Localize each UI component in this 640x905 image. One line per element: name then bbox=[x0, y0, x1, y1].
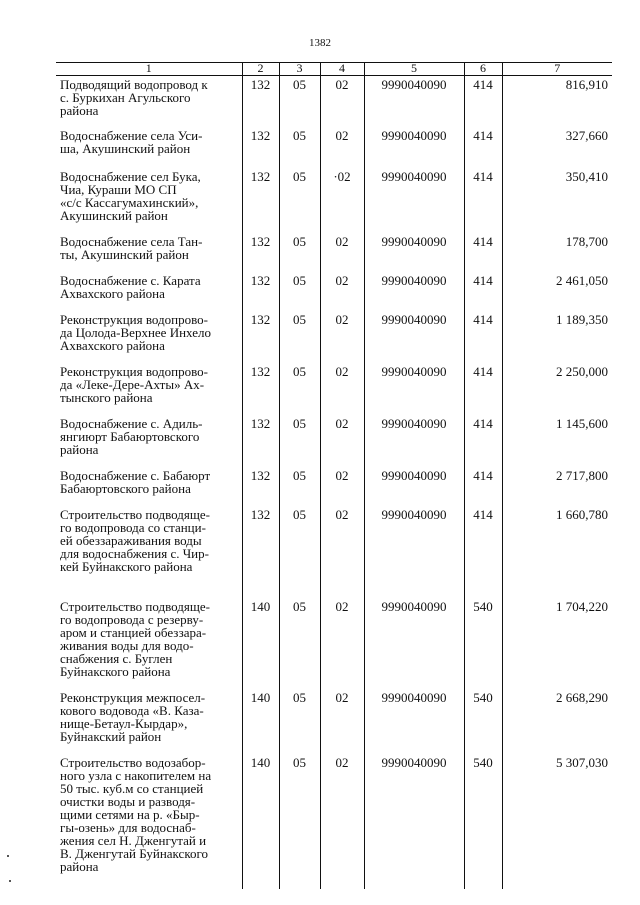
object-name-cell bbox=[56, 127, 242, 168]
object-name-line: живания воды для водо- bbox=[60, 638, 194, 653]
col2-cell: 132 bbox=[242, 233, 279, 272]
object-name-line: 50 тыс. куб.м со станцией bbox=[60, 781, 204, 796]
spacer-cell bbox=[464, 875, 502, 889]
amount-cell: 1 145,600 bbox=[502, 415, 612, 467]
object-name-line: да «Леке-Дере-Ахты» Ах- bbox=[60, 377, 205, 392]
object-name-cell bbox=[56, 754, 242, 875]
col4-cell: 02 bbox=[320, 506, 364, 598]
object-name-line: янгиюрт Бабаюртовского bbox=[60, 429, 200, 444]
col6-cell: 414 bbox=[464, 311, 502, 363]
object-name-line: района bbox=[60, 859, 99, 874]
spacer-cell bbox=[320, 875, 364, 889]
object-name-line: Водоснабжение с. Бабаюрт bbox=[60, 468, 211, 483]
column-header-5: 5 bbox=[364, 63, 464, 76]
col6-cell: 414 bbox=[464, 363, 502, 415]
object-name-line: го водопровода с резерву- bbox=[60, 612, 204, 627]
object-name-line: ей обеззараживания воды bbox=[60, 533, 202, 548]
scan-speck bbox=[9, 880, 11, 882]
header-row bbox=[56, 63, 612, 76]
object-name-line: Акушинский район bbox=[60, 208, 168, 223]
object-name-line: Ахвахского района bbox=[60, 286, 165, 301]
amount-cell: 5 307,030 bbox=[502, 754, 612, 875]
object-name-line: да Цолода-Верхнее Инхело bbox=[60, 325, 211, 340]
amount-cell: 1 660,780 bbox=[502, 506, 612, 598]
col4-cell: 02 bbox=[320, 76, 364, 128]
object-name-line: Водоснабжение с. Карата bbox=[60, 273, 201, 288]
object-name-cell bbox=[56, 363, 242, 415]
col2-cell: 132 bbox=[242, 363, 279, 415]
table-row bbox=[56, 233, 612, 272]
column-header-4: 4 bbox=[320, 63, 364, 76]
col6-cell: 414 bbox=[464, 506, 502, 598]
table-row bbox=[56, 127, 612, 168]
col2-cell: 140 bbox=[242, 754, 279, 875]
object-name-line: для водоснабжения с. Чир- bbox=[60, 546, 209, 561]
object-name-line: Водоснабжение с. Адиль- bbox=[60, 416, 203, 431]
object-name-cell bbox=[56, 415, 242, 467]
col3-cell: 05 bbox=[279, 467, 320, 506]
col5-cell: 9990040090 bbox=[364, 506, 464, 598]
col3-cell: 05 bbox=[279, 506, 320, 598]
table-row bbox=[56, 598, 612, 689]
col4-cell: ·02 bbox=[320, 168, 364, 233]
object-name-line: ного узла с накопителем на bbox=[60, 768, 212, 783]
col6-cell: 540 bbox=[464, 689, 502, 754]
col3-cell: 05 bbox=[279, 598, 320, 689]
object-name-line: Буйнакского района bbox=[60, 664, 171, 679]
col2-cell: 132 bbox=[242, 76, 279, 128]
object-name-line: кей Буйнакского района bbox=[60, 559, 193, 574]
object-name-line: Строительство подводяще- bbox=[60, 599, 210, 614]
col2-cell: 132 bbox=[242, 506, 279, 598]
col5-cell: 9990040090 bbox=[364, 363, 464, 415]
object-name-line: Чиа, Кураши МО СП bbox=[60, 182, 177, 197]
col5-cell: 9990040090 bbox=[364, 168, 464, 233]
col5-cell: 9990040090 bbox=[364, 233, 464, 272]
table-row bbox=[56, 311, 612, 363]
amount-cell: 1 189,350 bbox=[502, 311, 612, 363]
object-name-line: Водоснабжение села Тан- bbox=[60, 234, 203, 249]
col5-cell: 9990040090 bbox=[364, 598, 464, 689]
col6-cell: 414 bbox=[464, 415, 502, 467]
column-header-2: 2 bbox=[242, 63, 279, 76]
col6-cell: 414 bbox=[464, 233, 502, 272]
object-name-cell bbox=[56, 168, 242, 233]
amount-cell: 327,660 bbox=[502, 127, 612, 168]
amount-cell: 2 250,000 bbox=[502, 363, 612, 415]
table-row bbox=[56, 168, 612, 233]
col4-cell: 02 bbox=[320, 754, 364, 875]
object-name-line: тынского района bbox=[60, 390, 153, 405]
table-end-spacer bbox=[56, 875, 612, 889]
table-row bbox=[56, 363, 612, 415]
col3-cell: 05 bbox=[279, 76, 320, 128]
col3-cell: 05 bbox=[279, 233, 320, 272]
object-name-line: района bbox=[60, 103, 99, 118]
table-row bbox=[56, 689, 612, 754]
object-name-line: го водопровода со станци- bbox=[60, 520, 206, 535]
column-header-1: 1 bbox=[56, 63, 242, 76]
col3-cell: 05 bbox=[279, 689, 320, 754]
col3-cell: 05 bbox=[279, 415, 320, 467]
object-name-cell bbox=[56, 506, 242, 598]
col3-cell: 05 bbox=[279, 272, 320, 311]
col6-cell: 414 bbox=[464, 467, 502, 506]
object-name-line: Бабаюртовского района bbox=[60, 481, 191, 496]
object-name-line: Водоснабжение села Уси- bbox=[60, 128, 203, 143]
object-name-cell bbox=[56, 272, 242, 311]
object-name-line: Реконструкция межпосел- bbox=[60, 690, 206, 705]
object-name-line: жения сел Н. Дженгутай и bbox=[60, 833, 207, 848]
object-name-cell bbox=[56, 598, 242, 689]
budget-table bbox=[56, 62, 612, 889]
col3-cell: 05 bbox=[279, 311, 320, 363]
col2-cell: 132 bbox=[242, 272, 279, 311]
col4-cell: 02 bbox=[320, 689, 364, 754]
column-header-3: 3 bbox=[279, 63, 320, 76]
col2-cell: 132 bbox=[242, 127, 279, 168]
object-name-line: аром и станцией обеззара- bbox=[60, 625, 207, 640]
amount-cell: 350,410 bbox=[502, 168, 612, 233]
page-number: 1382 bbox=[309, 37, 331, 49]
col3-cell: 05 bbox=[279, 363, 320, 415]
spacer-cell bbox=[56, 875, 242, 889]
col3-cell: 05 bbox=[279, 754, 320, 875]
col5-cell: 9990040090 bbox=[364, 415, 464, 467]
col4-cell: 02 bbox=[320, 127, 364, 168]
spacer-cell bbox=[364, 875, 464, 889]
col3-cell: 05 bbox=[279, 168, 320, 233]
object-name-line: очистки воды и разводя- bbox=[60, 794, 196, 809]
spacer-cell bbox=[242, 875, 279, 889]
object-name-line: снабжения с. Буглен bbox=[60, 651, 173, 666]
object-name-line: Ахвахского района bbox=[60, 338, 165, 353]
amount-cell: 2 461,050 bbox=[502, 272, 612, 311]
object-name-line: Строительство подводяще- bbox=[60, 507, 210, 522]
object-name-line: ша, Акушинский район bbox=[60, 141, 191, 156]
object-name-line: района bbox=[60, 442, 99, 457]
col4-cell: 02 bbox=[320, 415, 364, 467]
col5-cell: 9990040090 bbox=[364, 272, 464, 311]
col6-cell: 414 bbox=[464, 168, 502, 233]
table-row bbox=[56, 76, 612, 128]
amount-cell: 178,700 bbox=[502, 233, 612, 272]
object-name-line: Реконструкция водопрово- bbox=[60, 364, 208, 379]
col6-cell: 540 bbox=[464, 754, 502, 875]
col2-cell: 140 bbox=[242, 598, 279, 689]
col2-cell: 140 bbox=[242, 689, 279, 754]
col5-cell: 9990040090 bbox=[364, 467, 464, 506]
col5-cell: 9990040090 bbox=[364, 76, 464, 128]
object-name-line: Буйнакский район bbox=[60, 729, 162, 744]
table-row bbox=[56, 467, 612, 506]
object-name-line: Реконструкция водопрово- bbox=[60, 312, 208, 327]
object-name-line: Строительство водозабор- bbox=[60, 755, 206, 770]
object-name-cell bbox=[56, 311, 242, 363]
col4-cell: 02 bbox=[320, 598, 364, 689]
object-name-line: гы-озень» для водоснаб- bbox=[60, 820, 196, 835]
col5-cell: 9990040090 bbox=[364, 754, 464, 875]
col4-cell: 02 bbox=[320, 233, 364, 272]
object-name-line: «с/с Кассагумахинский», bbox=[60, 195, 199, 210]
amount-cell: 2 668,290 bbox=[502, 689, 612, 754]
col6-cell: 414 bbox=[464, 127, 502, 168]
table-row bbox=[56, 754, 612, 875]
object-name-cell bbox=[56, 467, 242, 506]
col6-cell: 540 bbox=[464, 598, 502, 689]
column-header-7: 7 bbox=[502, 63, 612, 76]
spacer-cell bbox=[279, 875, 320, 889]
amount-cell: 1 704,220 bbox=[502, 598, 612, 689]
object-name-cell bbox=[56, 76, 242, 128]
col5-cell: 9990040090 bbox=[364, 127, 464, 168]
object-name-cell bbox=[56, 233, 242, 272]
table-row bbox=[56, 415, 612, 467]
amount-cell: 2 717,800 bbox=[502, 467, 612, 506]
object-name-cell bbox=[56, 689, 242, 754]
object-name-line: кового водовода «В. Каза- bbox=[60, 703, 204, 718]
table-row bbox=[56, 506, 612, 598]
col5-cell: 9990040090 bbox=[364, 689, 464, 754]
object-name-line: нище-Бетаул-Кырдар», bbox=[60, 716, 188, 731]
col5-cell: 9990040090 bbox=[364, 311, 464, 363]
object-name-line: ты, Акушинский район bbox=[60, 247, 189, 262]
table-body bbox=[56, 76, 612, 890]
col4-cell: 02 bbox=[320, 363, 364, 415]
col6-cell: 414 bbox=[464, 76, 502, 128]
col4-cell: 02 bbox=[320, 272, 364, 311]
object-name-line: щими сетями на р. «Быр- bbox=[60, 807, 200, 822]
object-name-line: Водоснабжение сел Бука, bbox=[60, 169, 201, 184]
col4-cell: 02 bbox=[320, 467, 364, 506]
col2-cell: 132 bbox=[242, 415, 279, 467]
column-header-6: 6 bbox=[464, 63, 502, 76]
scan-speck bbox=[7, 855, 9, 857]
col4-cell: 02 bbox=[320, 311, 364, 363]
object-name-line: с. Буркихан Агульского bbox=[60, 90, 191, 105]
col6-cell: 414 bbox=[464, 272, 502, 311]
amount-cell: 816,910 bbox=[502, 76, 612, 128]
object-name-line: Подводящий водопровод к bbox=[60, 77, 208, 92]
col2-cell: 132 bbox=[242, 311, 279, 363]
col3-cell: 05 bbox=[279, 127, 320, 168]
spacer-cell bbox=[502, 875, 612, 889]
col2-cell: 132 bbox=[242, 467, 279, 506]
object-name-line: В. Дженгутай Буйнакского bbox=[60, 846, 208, 861]
table-row bbox=[56, 272, 612, 311]
col2-cell: 132 bbox=[242, 168, 279, 233]
